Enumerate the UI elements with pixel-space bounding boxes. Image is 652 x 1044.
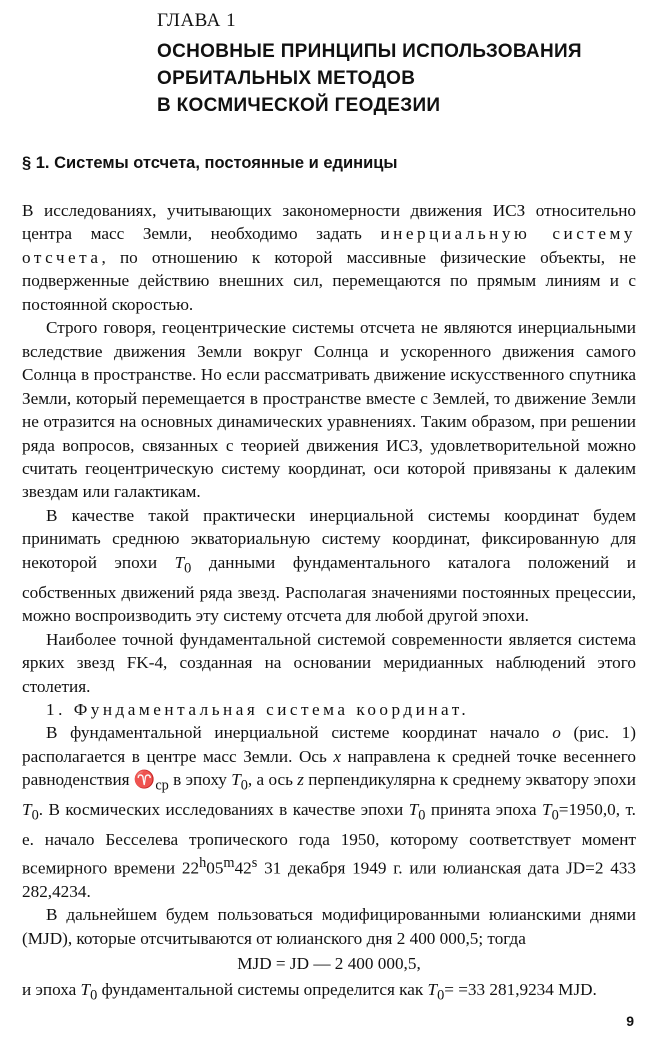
text-run: принята эпоха — [425, 800, 543, 820]
text-run: , по отношению к которой массивные физические объекты, не подверженные действию внешних сил, перемещаются по прямым линиям и с постоянной скоростью. — [22, 247, 636, 314]
symbol-T: T — [231, 770, 241, 790]
text-run: данными фундаментального каталога положений и собственных движений ряда звезд. Располагая значениями постоянных прецессии, можно воспроизводить эту систему отсчета для любой другой эпохи. — [22, 552, 636, 626]
text-run: перпендикулярна к среднему экватору эпохи — [303, 770, 636, 790]
chapter-title-line-3: В КОСМИЧЕСКОЙ ГЕОДЕЗИИ — [157, 95, 441, 116]
subscript-zero: 0 — [240, 777, 248, 794]
paragraph-2: Строго говоря, геоцентрические системы отсчета не являются инерциальными вследствие движения Земли вокруг Солнца и ускоренного движения самого Солнца в пространстве. Но если рассматривать движение искусственного спутника Земли, который перемещается в пространстве вместе с Землей, то движение Земли не отразится на основных динамических уравнениях. Таким образом, при решении ряда вопросов, связанных с теорией движения ИСЗ, удовлетворительной можно считать геоцентрическую систему координат, оси которой привязаны к далеким звездам или галактикам. — [22, 318, 636, 502]
body-text — [22, 199, 636, 1007]
text-run: , а ось — [247, 770, 298, 790]
text-run: В фундаментальной инерциальной системе координат начало — [46, 723, 553, 743]
text-run: = =33 281,9234 MJD. — [444, 979, 597, 999]
symbol-x: x — [333, 746, 342, 766]
symbol-z: z — [297, 770, 304, 790]
symbol-T: T — [80, 979, 91, 999]
text-run: В качестве такой практически инерциальной системы координат будем принимать среднюю экваториальную систему координат, фиксированную для некоторой эпохи — [22, 505, 636, 572]
subscript-zero: 0 — [437, 986, 445, 1003]
chapter-title — [157, 38, 582, 119]
text-run: фундаментальной системы определится как — [97, 979, 428, 999]
chapter-title-line-1: ОСНОВНЫЕ ПРИНЦИПЫ ИСПОЛЬЗОВАНИЯ — [157, 41, 582, 62]
subscript-zero: 0 — [184, 560, 192, 577]
paragraph-4: Наиболее точной фундаментальной системой современности является система ярких звезд FK-4, созданная на основании меридианных наблюдений этого столетия. — [22, 629, 636, 696]
page-number: 9 — [626, 1013, 634, 1029]
superscript-s: s — [251, 854, 258, 871]
text-run: 42 — [234, 858, 252, 878]
chapter-label: ГЛАВА 1 — [157, 10, 237, 31]
symbol-o: o — [552, 723, 561, 743]
symbol-T: T — [408, 800, 419, 820]
subscript-zero: 0 — [418, 807, 426, 824]
text-run: 05 — [206, 858, 224, 878]
spaced-term: инерциальную систему отсчета — [22, 224, 636, 267]
symbol-T: T — [174, 552, 185, 572]
paragraph-1 — [22, 199, 636, 316]
subscript-zero: 0 — [551, 807, 559, 824]
text-run: (рис. 1) располагается в центре масс Земли. Ось — [22, 723, 636, 766]
subscript-zero: 0 — [90, 986, 98, 1003]
symbol-T: T — [427, 979, 438, 999]
paragraph-3 — [22, 504, 636, 628]
subsection-heading: 1. Фундаментальная система координат. — [46, 699, 470, 719]
symbol-T: T — [22, 800, 32, 820]
symbol-T: T — [542, 800, 552, 820]
text-run: В исследованиях, учитывающих закономерности движения ИСЗ относительно центра масс Земли, необходимо задать — [22, 201, 636, 244]
paragraph-6 — [22, 721, 636, 903]
subscript-cp: ср — [155, 777, 169, 794]
text-run: . В космических исследованиях в качестве эпохи — [38, 800, 409, 820]
text-run: в эпоху — [168, 770, 232, 790]
section-heading: § 1. Системы отсчета, постоянные и единицы — [22, 154, 398, 172]
text-run: 31 декабря 1949 г. или юлианская дата JD=2 433 282,4234. — [22, 858, 636, 901]
text-run: направлена к средней точке весеннего равноденствия — [22, 746, 636, 790]
superscript-m: m — [223, 854, 235, 871]
superscript-h: h — [199, 854, 207, 871]
aries-symbol: ♈ — [133, 770, 156, 790]
chapter-title-line-2: ОРБИТАЛЬНЫХ МЕТОДОВ — [157, 68, 416, 89]
paragraph-8 — [22, 978, 636, 1008]
subscript-zero: 0 — [31, 807, 39, 824]
paragraph-7: В дальнейшем будем пользоваться модифицированными юлианскими днями (MJD), которые отсчитываются от юлианского дня 2 400 000,5; тогда — [22, 905, 636, 948]
text-run: =1950,0, т. е. начало Бесселева тропического года 1950, которому соответствует момент всемирного времени 22 — [22, 800, 636, 878]
equation-mjd: MJD = JD — 2 400 000,5, — [237, 954, 421, 974]
text-run: и эпоха — [22, 979, 81, 999]
